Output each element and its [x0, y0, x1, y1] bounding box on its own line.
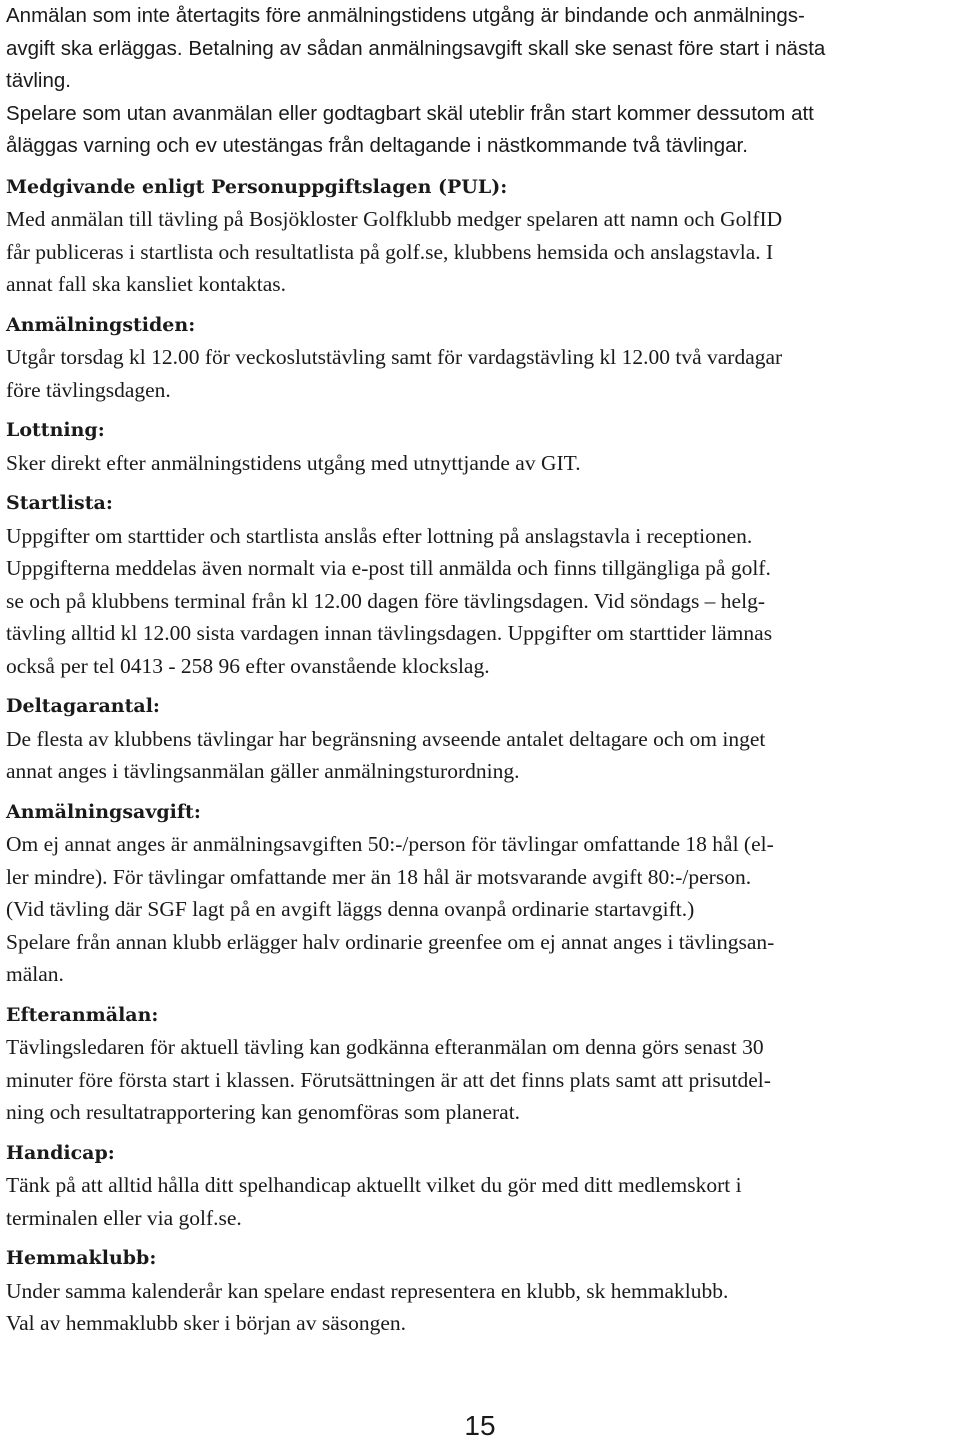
text-line: annat fall ska kansliet kontaktas. — [6, 272, 287, 296]
text-line: avgift ska erläggas. Betalning av sådan anmälningsavgift skall ske senast före start i nästa — [6, 36, 826, 60]
text-line: före tävlingsdagen. — [6, 377, 171, 402]
text-line: Spelare som utan avanmälan eller godtagbart skäl uteblir från start kommer dessutom att — [6, 101, 814, 125]
text-line: ler mindre). För tävlingar omfattande mer än 18 hål är motsvarande avgift 80:-/person. — [6, 864, 752, 889]
text-line: Om ej annat anges är anmälningsavgiften 50:-/person för tävlingar omfattande 18 hål (el- — [6, 832, 774, 856]
text-line: Utgår torsdag kl 12.00 för veckoslutstävling samt för vardagstävling kl 12.00 två vardagar — [6, 345, 783, 369]
section-hemmaklubb — [6, 1242, 954, 1340]
text-line: Sker direkt efter anmälningstidens utgång med utnyttjande av GIT. — [6, 450, 581, 475]
page-number: 15 — [464, 1410, 496, 1441]
text-line: Under samma kalenderår kan spelare endast representera en klubb, sk hemmaklubb. — [6, 1278, 729, 1303]
section-deltagarantal — [6, 690, 954, 788]
section-heading: Anmälningstiden: — [6, 313, 196, 336]
text-line: se och på klubbens terminal från kl 12.00 dagen före tävlingsdagen. Vid söndags – helg- — [6, 588, 765, 613]
text-line: Uppgifterna meddelas även normalt via e-post till anmälda och finns tillgängliga på golf. — [6, 556, 771, 580]
section-efteranmalan — [6, 999, 954, 1129]
section-startlista — [6, 487, 954, 682]
section-anmalningsavgift — [6, 796, 954, 991]
section-pul — [6, 171, 954, 301]
section-lottning — [6, 414, 954, 479]
text-line: De flesta av klubbens tävlingar har begränsning avseende antalet deltagare och om inget — [6, 726, 766, 751]
text-line: också per tel 0413 - 258 96 efter ovanstående klockslag. — [6, 653, 490, 678]
section-heading: Lottning: — [6, 419, 105, 441]
text-line: Spelare från annan klubb erlägger halv ordinarie greenfee om ej annat anges i tävlingsan- — [6, 929, 775, 954]
intro-paragraph — [6, 0, 954, 163]
text-line: terminalen eller via golf.se. — [6, 1205, 242, 1230]
text-line: Tänk på att alltid hålla ditt spelhandicap aktuellt vilket du gör med ditt medlemskort i — [6, 1173, 742, 1197]
section-heading: Handicap: — [6, 1141, 115, 1164]
text-line: Val av hemmaklubb sker i början av säsongen. — [6, 1311, 407, 1335]
text-line: Uppgifter om starttider och startlista anslås efter lottning på anslagstavla i receptionen. — [6, 523, 753, 548]
section-heading: Deltagarantal: — [6, 695, 160, 717]
section-heading: Anmälningsavgift: — [6, 800, 201, 823]
section-heading: Hemmaklubb: — [6, 1247, 157, 1269]
section-heading: Medgivande enligt Personuppgiftslagen (PUL): — [6, 175, 508, 198]
text-line: annat anges i tävlingsanmälan gäller anmälningsturordning. — [6, 759, 520, 783]
section-heading: Efteranmälan: — [6, 1003, 159, 1026]
text-line: minuter före första start i klassen. Förutsättningen är att det finns plats samt att prisutdel- — [6, 1067, 771, 1092]
text-line: ning och resultatrapportering kan genomföras som planerat. — [6, 1100, 521, 1124]
text-line: Anmälan som inte återtagits före anmälningstidens utgång är bindande och anmälnings- — [6, 4, 805, 27]
text-line: Tävlingsledaren för aktuell tävling kan godkänna efteranmälan om denna görs senast 30 — [6, 1035, 764, 1059]
text-line: tävling. — [6, 69, 71, 92]
text-line: mälan. — [6, 962, 64, 986]
text-line: (Vid tävling där SGF lagt på en avgift läggs denna ovanpå ordinarie startavgift.) — [6, 897, 695, 921]
text-line: Med anmälan till tävling på Bosjökloster Golfklubb medger spelaren att namn och GolfID — [6, 207, 783, 231]
section-anmalningstiden — [6, 309, 954, 407]
text-line: får publiceras i startlista och resultatlista på golf.se, klubbens hemsida och anslagstavla. I — [6, 239, 774, 264]
text-line: tävling alltid kl 12.00 sista vardagen innan tävlingsdagen. Uppgifter om starttider lämnas — [6, 621, 773, 645]
section-heading: Startlista: — [6, 492, 113, 514]
section-handicap — [6, 1137, 954, 1235]
document-page — [6, 0, 954, 1340]
text-line: åläggas varning och ev utestängas från deltagande i nästkommande två tävlingar. — [6, 134, 748, 157]
